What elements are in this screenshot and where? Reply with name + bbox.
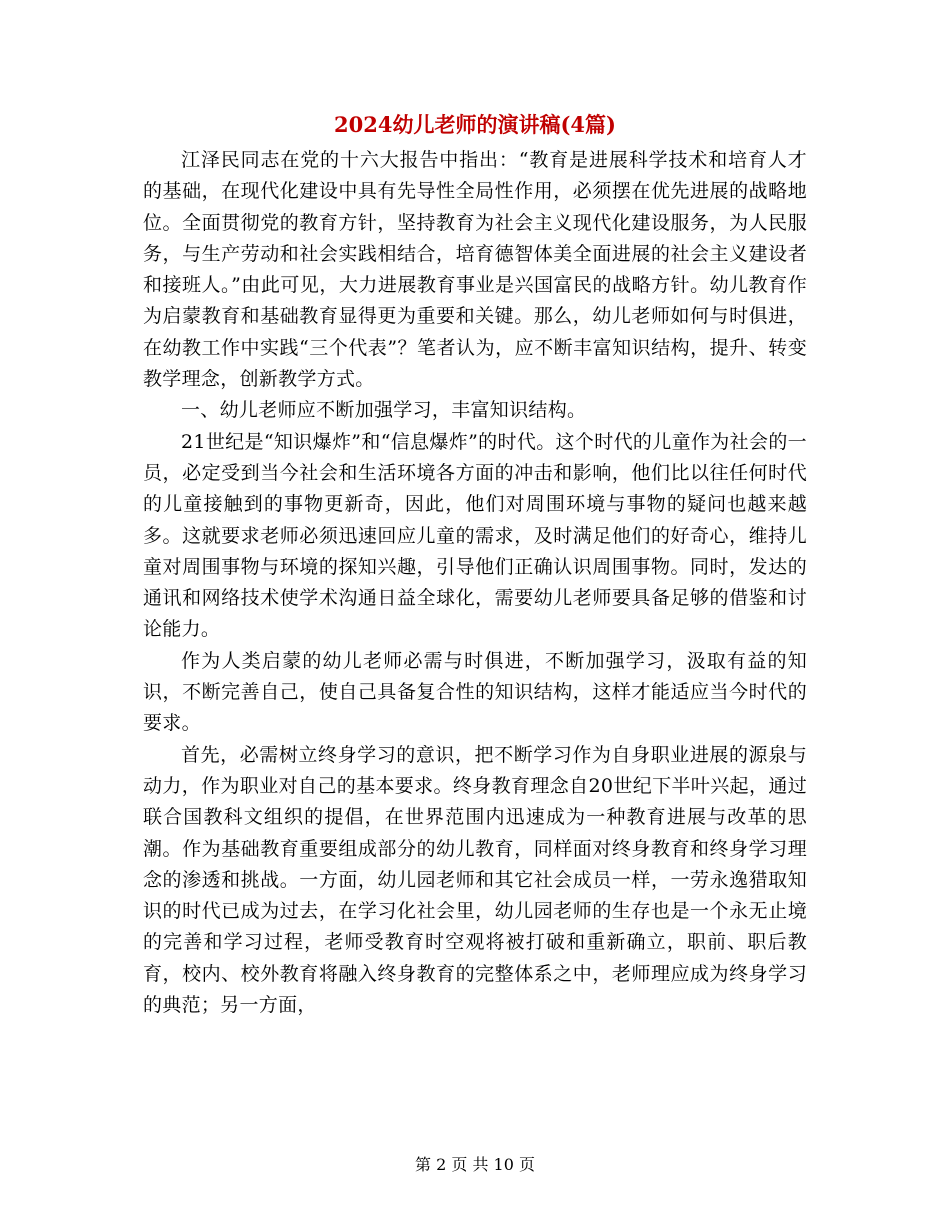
- document-title: 2024幼儿老师的演讲稿(4篇): [334, 112, 616, 137]
- page-number-footer: 第 2 页 共 10 页: [415, 1155, 535, 1174]
- paragraph-lifelong-learning: 首先，必需树立终身学习的意识，把不断学习作为自身职业进展的源泉与动力，作为职业对自己的基本要求。终身教育理念自20世纪下半叶兴起，通过联合国教科文组织的提倡，在世界范围内迅速成为一种教育进展与改革的思潮。作为基础教育重要组成部分的幼儿教育，同样面对终身教育和终身学习理念的渗透和挑战。一方面，幼儿园老师和其它社会成员一样，一劳永逸猎取知识的时代已成为过去，在学习化社会里，幼儿园老师的生存也是一个永无止境的完善和学习过程，老师受教育时空观将被打破和重新确立，职前、职后教育，校内、校外教育将融入终身教育的完整体系之中，老师理应成为终身学习的典范；另一方面，: [143, 743, 807, 1017]
- paragraph-intro: 江泽民同志在党的十六大报告中指出：“教育是进展科学技术和培育人才的基础，在现代化建设中具有先导性全局性作用，必须摆在优先进展的战略地位。全面贯彻党的教育方针，坚持教育为社会主义现代化建设服务，为人民服务，与生产劳动和社会实践相结合，培育德智体美全面进展的社会主义建设者和接班人。”由此可见，大力进展教育事业是兴国富民的战略方针。幼儿教育作为启蒙教育和基础教育显得更为重要和关键。那么，幼儿老师如何与时俱进，在幼教工作中实践“三个代表”？笔者认为，应不断丰富知识结构，提升、转变教学理念，创新教学方式。: [143, 149, 807, 391]
- document-body: [143, 145, 807, 1021]
- paragraph-keep-pace: 作为人类启蒙的幼儿老师必需与时俱进，不断加强学习，汲取有益的知识，不断完善自己，使自己具备复合性的知识结构，这样才能适应当今时代的要求。: [143, 649, 807, 735]
- paragraph-21st-century: 21世纪是“知识爆炸”和“信息爆炸”的时代。这个时代的儿童作为社会的一员，必定受到当今社会和生活环境各方面的冲击和影响，他们比以往任何时代的儿童接触到的事物更新奇，因此，他们对周围环境与事物的疑问也越来越多。这就要求老师必须迅速回应儿童的需求，及时满足他们的好奇心，维持儿童对周围事物与环境的探知兴趣，引导他们正确认识周围事物。同时，发达的通讯和网络技术使学术沟通日益全球化，需要幼儿老师要具备足够的借鉴和讨论能力。: [143, 430, 807, 641]
- paragraph-section-heading: 一、幼儿老师应不断加强学习，丰富知识结构。: [181, 399, 587, 422]
